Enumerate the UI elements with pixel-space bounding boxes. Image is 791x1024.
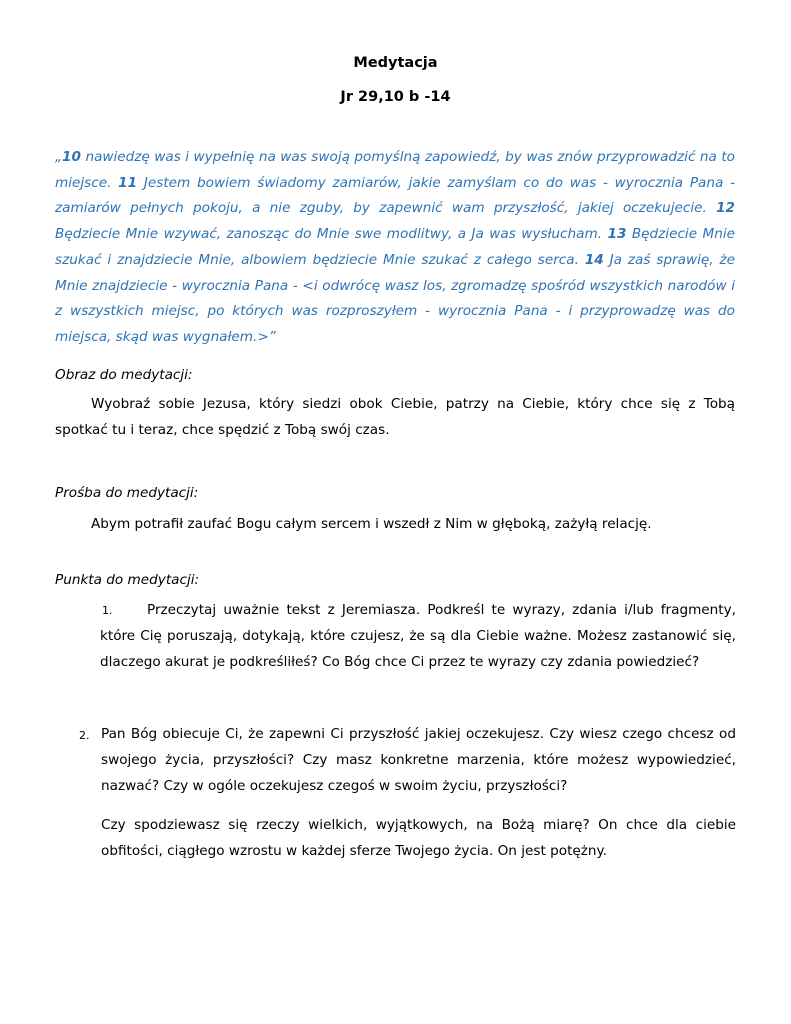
list-item-number: 1.	[102, 604, 113, 617]
verse-text: Jestem bowiem świadomy zamiarów, jakie zamyślam co do was - wyrocznia Pana - zamiarów pełnych pokoju, a nie zguby, by zapewnić wam przyszłość, jakiej oczekujecie.	[55, 174, 735, 217]
document-title: Medytacja	[353, 55, 438, 71]
scripture-reference: Jr 29,10 b -14	[340, 89, 451, 105]
punkta-heading: Punkta do medytacji:	[55, 572, 200, 588]
list-item-number: 2.	[79, 729, 90, 742]
verse-number: 12	[716, 200, 735, 217]
list-item-text: Przeczytaj uważnie tekst z Jeremiasza. Podkreśl te wyrazy, zdania i/lub fragmenty, które Cię poruszają, dotykają, które czujesz, że są dla Ciebie ważne. Możesz zastanowić się, dlaczego akurat je podkreśliłeś? Co Bóg chce Ci przez te wyrazy czy zdania powiedzieć?	[100, 602, 736, 670]
verse-text: Będziecie Mnie szukać i znajdziecie Mnie, albowiem będziecie Mnie szukać z całego serca.	[55, 226, 735, 268]
list-item-continuation: Czy spodziewasz się rzeczy wielkich, wyjątkowych, na Bożą miarę? On chce dla ciebie obfitości, ciągłego wzrostu w każdej sferze Twojego życia. On jest potężny.	[101, 817, 736, 859]
prosba-heading: Prośba do medytacji:	[55, 485, 199, 501]
verse-number: 14	[584, 251, 604, 268]
verse-text: Ja zaś sprawię, że Mnie znajdziecie - wyrocznia Pana - <i odwrócę wasz los, zgromadzę spośród wszystkich narodów i z wszystkich miejsc, po których was rozproszyłem - wyrocznia Pana - i przyprowadzę was do miejsca, skąd was wygnałem.>”	[55, 251, 735, 345]
scripture-passage	[55, 145, 735, 351]
scripture-open-quote: „	[55, 149, 63, 165]
verse-text: nawiedzę was i wypełnię na was swoją pomyślną zapowiedź, by was znów przyprowadzić na to miejsce.	[55, 149, 735, 191]
verse-number: 13	[607, 226, 627, 243]
list-item-text: Pan Bóg obiecuje Ci, że zapewni Ci przyszłość jakiej oczekujesz. Czy wiesz czego chcesz od swojego życia, przyszłości? Czy masz konkretne marzenia, które możesz wypowiedzieć, nazwać? Czy w ogóle oczekujesz czegoś w swoim życiu, przyszłości?	[101, 726, 736, 794]
obraz-heading: Obraz do medytacji:	[55, 367, 193, 383]
verse-text: Będziecie Mnie wzywać, zanosząc do Mnie swe modlitwy, a Ja was wysłucham.	[55, 226, 608, 243]
verse-number: 11	[118, 174, 138, 191]
obraz-text: Wyobraź sobie Jezusa, który siedzi obok Ciebie, patrzy na Ciebie, który chce się z Tobą spotkać tu i teraz, chce spędzić z Tobą swój czas.	[55, 396, 735, 438]
prosba-text: Abym potrafił zaufać Bogu całym sercem i wszedł z Nim w głęboką, zażyłą relację.	[91, 516, 652, 532]
verse-number: 10	[62, 149, 81, 165]
